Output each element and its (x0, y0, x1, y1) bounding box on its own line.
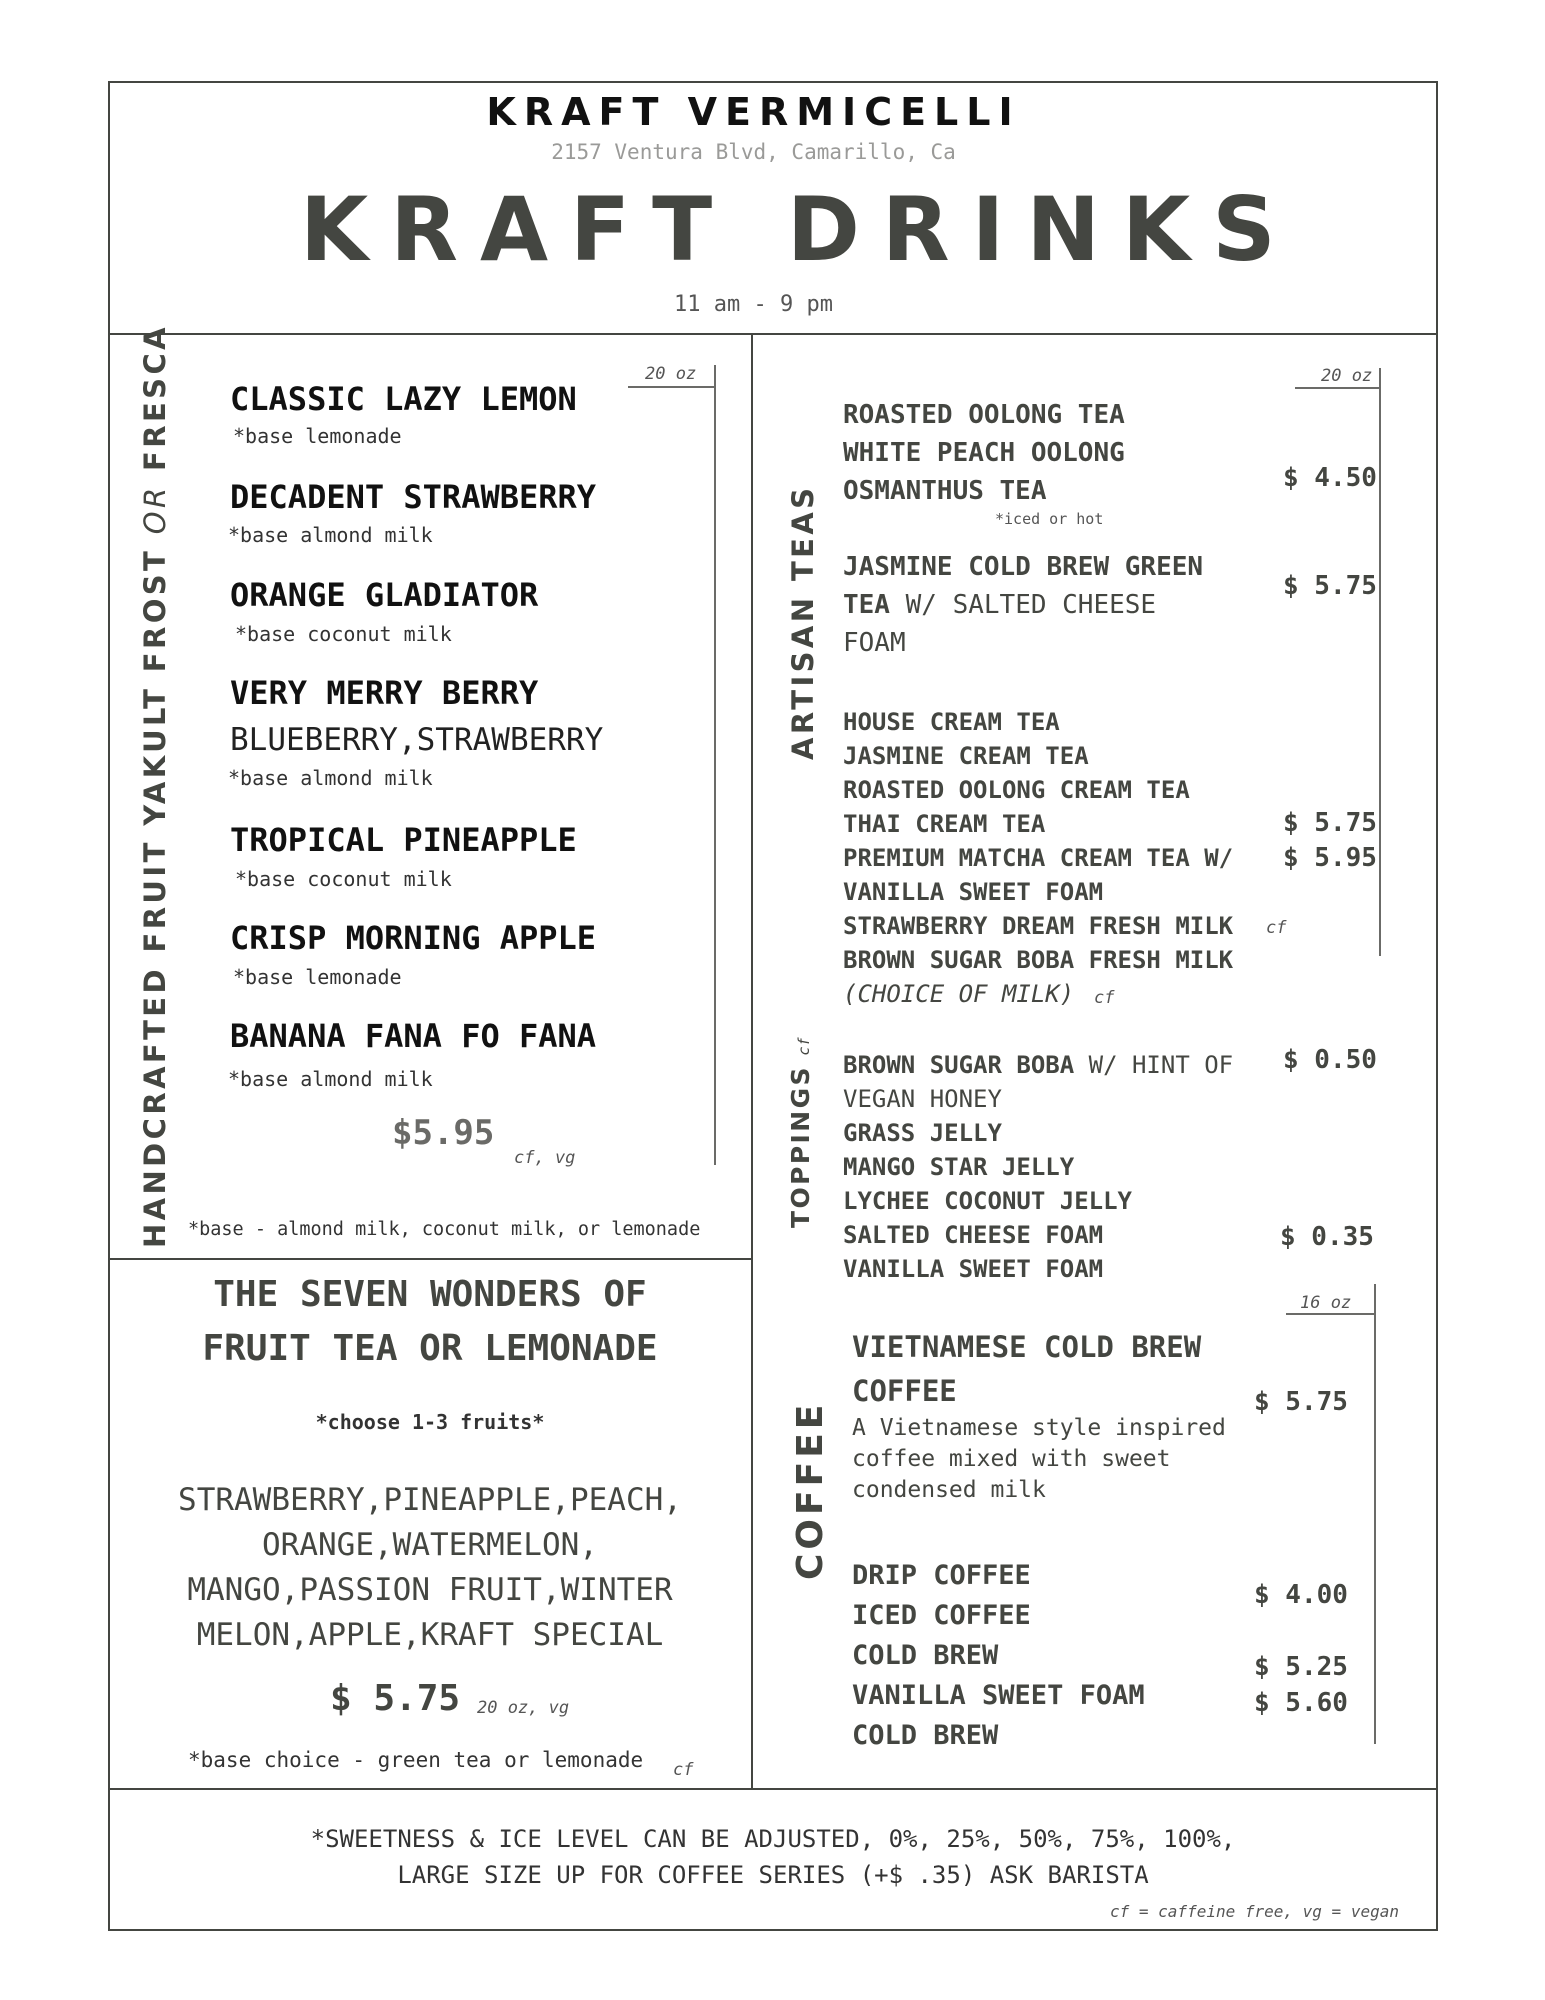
topping-item (843, 1051, 1233, 1079)
seven-wonders-price-tags: 20 oz, vg (477, 1698, 570, 1718)
fruit-item-name: ORANGE GLADIATOR (230, 576, 539, 614)
fruit-item-note: *base lemonade (233, 965, 402, 989)
topping-price-b: $ 0.35 (1280, 1222, 1374, 1252)
hours: 11 am - 9 pm (674, 292, 833, 317)
fruit-item-note: *base coconut milk (235, 622, 452, 646)
fruit-item-note: *base almond milk (228, 1067, 433, 1091)
seven-wonders-title-2: FRUIT TEA OR LEMONADE (202, 1328, 658, 1369)
tea-item: OSMANTHUS TEA (843, 476, 1047, 506)
jasmine-cold-brew-line1: JASMINE COLD BREW GREEN (843, 552, 1204, 582)
jasmine-line2-rest: W/ SALTED CHEESE (889, 590, 1157, 620)
side-label-part-a: HANDCRAFTED FRUIT YAKULT FROST (138, 534, 172, 1248)
fruit-footnote: *base - almond milk, coconut milk, or lemonade (188, 1219, 701, 1240)
topping-item: MANGO STAR JELLY (843, 1153, 1075, 1181)
footer-divider (108, 1788, 1438, 1790)
vietnamese-desc: condensed milk (852, 1477, 1046, 1503)
strawberry-cf-tag: cf (1266, 918, 1287, 938)
coffee-item: VANILLA SWEET FOAM (852, 1680, 1145, 1711)
artisan-teas-side-label: ARTISAN TEAS (786, 484, 820, 760)
coffee-size-bracket-top (1286, 1313, 1376, 1315)
left-section-divider (108, 1258, 752, 1260)
coffee-item: COLD BREW (852, 1720, 999, 1751)
fruit-item-note: *base almond milk (228, 523, 433, 547)
fruit-options-line: STRAWBERRY,PINEAPPLE,PEACH, (178, 1482, 682, 1518)
fruit-price-tags: cf, vg (514, 1148, 576, 1168)
tea-size-label: 20 oz (1321, 366, 1373, 386)
fruit-item-note: *base coconut milk (235, 867, 452, 891)
footer-line-1: *SWEETNESS & ICE LEVEL CAN BE ADJUSTED, 0%, 25%, 50%, 75%, 100%, (310, 1825, 1236, 1853)
topping-item: GRASS JELLY (843, 1119, 1002, 1147)
vietnamese-desc: coffee mixed with sweet (852, 1446, 1171, 1472)
fruit-item-name: BANANA FANA FO FANA (230, 1017, 597, 1055)
topping-item: LYCHEE COCONUT JELLY (843, 1187, 1132, 1215)
header-divider (108, 333, 1438, 335)
coffee-side-label: COFFEE (790, 1400, 831, 1580)
fruit-options-line: ORANGE,WATERMELON, (262, 1527, 598, 1563)
topping-price-a: $ 0.50 (1283, 1045, 1377, 1075)
side-label-part-b: FRESCA (138, 324, 172, 485)
toppings-cf-tag: cf (795, 1036, 813, 1056)
jasmine-cold-brew-line2 (843, 590, 1156, 620)
fruit-size-bracket-side (714, 365, 716, 1165)
cream-tea-item: VANILLA SWEET FOAM (843, 878, 1104, 906)
tea-iced-or-hot-note: *iced or hot (995, 510, 1104, 528)
tea-size-bracket-top (1295, 387, 1381, 389)
vietnamese-cold-brew-line1: VIETNAMESE COLD BREW (852, 1330, 1202, 1364)
choose-fruits-note: *choose 1-3 fruits* (315, 1410, 545, 1434)
fruit-item-name: DECADENT STRAWBERRY (230, 478, 597, 516)
cream-tea-item: JASMINE CREAM TEA (843, 742, 1089, 770)
fruit-item-note: *base almond milk (228, 766, 433, 790)
jasmine-line2-bold: TEA (843, 590, 890, 620)
coffee-item: ICED COFFEE (852, 1600, 1031, 1631)
topping-item-line2: VEGAN HONEY (843, 1085, 1002, 1113)
coffee-item: COLD BREW (852, 1640, 999, 1671)
cream-tea-item: PREMIUM MATCHA CREAM TEA W/ (843, 844, 1234, 872)
fruit-options-line: MELON,APPLE,KRAFT SPECIAL (196, 1617, 664, 1653)
topping-item: VANILLA SWEET FOAM (843, 1255, 1104, 1283)
fruit-options-line: MANGO,PASSION FRUIT,WINTER (187, 1572, 673, 1608)
fruit-item-name: CRISP MORNING APPLE (230, 919, 597, 957)
cream-tea-item: ROASTED OOLONG CREAM TEA (843, 776, 1190, 804)
side-label-or: OR (138, 484, 172, 535)
cream-price-b: $ 5.95 (1283, 843, 1377, 873)
fruit-item-note: *base lemonade (233, 424, 402, 448)
choice-of-milk: (CHOICE OF MILK) (843, 980, 1075, 1008)
vietnamese-price: $ 5.75 (1254, 1387, 1348, 1417)
coffee-size-label: 16 oz (1300, 1293, 1352, 1313)
fruit-item-name: CLASSIC LAZY LEMON (230, 380, 577, 418)
tea-item: ROASTED OOLONG TEA (843, 400, 1125, 430)
cream-tea-item: STRAWBERRY DREAM FRESH MILK (843, 912, 1234, 940)
jasmine-cold-brew-line3: FOAM (843, 628, 906, 658)
seven-wonders-title-1: THE SEVEN WONDERS OF (213, 1274, 647, 1315)
address: 2157 Ventura Blvd, Camarillo, Ca (551, 140, 956, 164)
menu-frame (108, 81, 1438, 1931)
footer-line-2: LARGE SIZE UP FOR COFFEE SERIES (+$ .35) ASK BARISTA (397, 1861, 1149, 1889)
seven-wonders-base-note: *base choice - green tea or lemonade (188, 1748, 644, 1772)
fruit-price: $5.95 (392, 1113, 495, 1153)
fruit-item-name: VERY MERRY BERRY (230, 674, 539, 712)
coffee-size-bracket-side (1374, 1284, 1376, 1744)
seven-wonders-price: $ 5.75 (330, 1678, 461, 1719)
fruit-item-name: TROPICAL PINEAPPLE (230, 821, 577, 859)
topping-first-bold: BROWN SUGAR BOBA (843, 1051, 1075, 1079)
vietnamese-desc: A Vietnamese style inspired (852, 1415, 1226, 1441)
fruit-item-sub: BLUEBERRY,STRAWBERRY (230, 722, 604, 758)
toppings-side-label (786, 1037, 815, 1228)
toppings-label: TOPPINGS (786, 1065, 815, 1228)
tea-group1-price: $ 4.50 (1283, 463, 1377, 493)
fruit-size-bracket-top (628, 386, 716, 388)
cream-price-a: $ 5.75 (1283, 808, 1377, 838)
cream-tea-item: THAI CREAM TEA (843, 810, 1046, 838)
fruit-size-label: 20 oz (645, 364, 697, 384)
fruit-frost-side-label (138, 324, 172, 1248)
coffee-item: DRIP COFFEE (852, 1560, 1031, 1591)
coffee-price-c: $ 5.60 (1254, 1688, 1348, 1718)
jasmine-cold-brew-price: $ 5.75 (1283, 571, 1377, 601)
choice-cf-tag: cf (1094, 988, 1115, 1008)
coffee-price-a: $ 4.00 (1254, 1580, 1348, 1610)
tea-size-bracket-side (1379, 368, 1381, 956)
brand-name: KRAFT VERMICELLI (486, 90, 1021, 134)
coffee-price-b: $ 5.25 (1254, 1652, 1348, 1682)
column-divider (751, 333, 753, 1789)
seven-wonders-base-tag: cf (673, 1760, 694, 1780)
footer-legend: cf = caffeine free, vg = vegan (1110, 1902, 1399, 1921)
vietnamese-cold-brew-line2: COFFEE (852, 1374, 957, 1408)
topping-item: SALTED CHEESE FOAM (843, 1221, 1104, 1249)
topping-first-rest: W/ HINT OF (1074, 1051, 1234, 1079)
cream-tea-item: BROWN SUGAR BOBA FRESH MILK (843, 946, 1234, 974)
tea-item: WHITE PEACH OOLONG (843, 438, 1125, 468)
cream-tea-item: HOUSE CREAM TEA (843, 708, 1060, 736)
page-title: KRAFT DRINKS (300, 178, 1298, 281)
